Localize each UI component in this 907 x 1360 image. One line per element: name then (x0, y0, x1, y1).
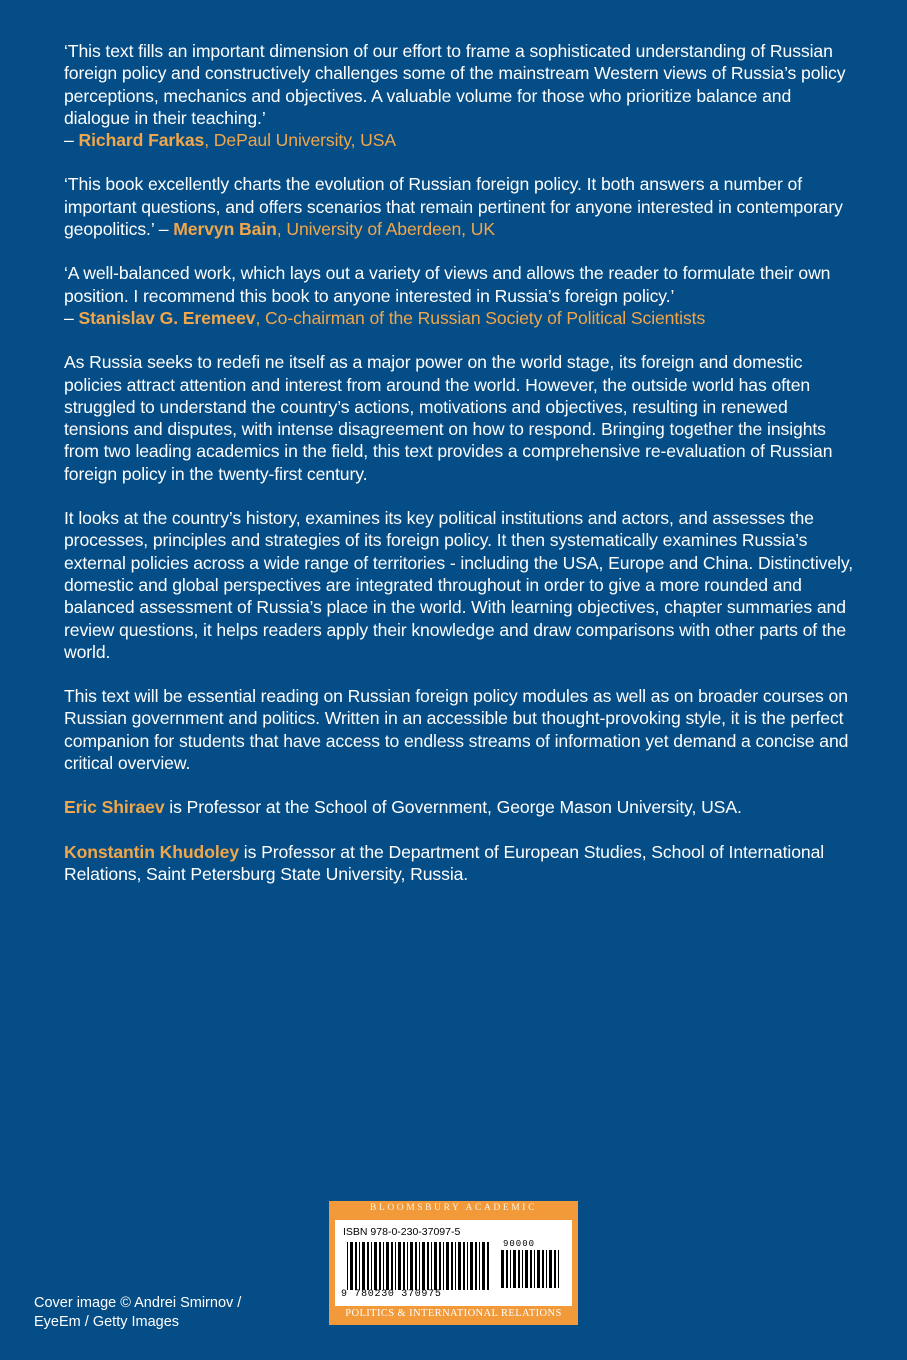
barcode-bar (398, 1242, 401, 1290)
barcode-bar (427, 1242, 429, 1290)
barcode-bar (534, 1250, 535, 1288)
barcode-bar (355, 1242, 357, 1290)
barcode-bar (431, 1242, 432, 1290)
barcode-bar (470, 1242, 473, 1290)
barcode-digits: 9 780230 370975 (341, 1289, 442, 1300)
endorser-affiliation: , Co-chairman of the Russian Society of Political Scientists (255, 307, 706, 328)
barcode-bar (410, 1242, 413, 1290)
barcode-bar (362, 1242, 365, 1290)
barcode-bar (451, 1242, 453, 1290)
barcode-bar (487, 1242, 489, 1290)
barcode-bar (530, 1250, 532, 1288)
publisher-label: BLOOMSBURY ACADEMIC (369, 1203, 538, 1213)
author-bio-2 (64, 841, 854, 886)
barcode-panel (329, 1201, 578, 1325)
barcode-bar (446, 1242, 449, 1290)
barcode-bar (383, 1242, 384, 1290)
endorsement-dash: – (64, 130, 79, 151)
barcode-bar (347, 1242, 348, 1290)
credit-line-2: EyeEm / Getty Images (34, 1314, 180, 1330)
endorsement-1 (64, 40, 854, 151)
barcode-bar (546, 1250, 547, 1288)
barcode-bar (558, 1250, 559, 1288)
barcode-bar (422, 1242, 425, 1290)
subject-category: POLITICS & INTERNATIONAL RELATIONS (345, 1308, 562, 1319)
barcode-bar (479, 1242, 480, 1290)
barcode-bar (350, 1242, 353, 1290)
barcode-bar (554, 1250, 556, 1288)
barcode-bar (467, 1242, 468, 1290)
barcode-bar (407, 1242, 408, 1290)
endorser-affiliation: , DePaul University, USA (204, 130, 397, 151)
endorsement-quote: ‘A well-balanced work, which lays out a variety of views and allows the reader to formulate their own position. I recommend this book to anyone interested in Russia’s foreign policy.’ (64, 263, 831, 306)
endorser-name: Richard Farkas (78, 130, 205, 151)
barcode-bar (367, 1242, 369, 1290)
description-paragraph: It looks at the country’s history, examines its key political institutions and actors, and assesses the processes, principles and strategies of its foreign policy. It then systematically examines Russia’s external policies across a wide range of territories - including the USA, Europe and China. Distinctively, domestic and global perspectives are integrated throughout in order to give a more rounded and balanced assessment of Russia’s place in the world. With learning objectives, chapter summaries and review questions, it helps readers apply their knowledge and draw comparisons with other parts of the world. (64, 508, 853, 662)
author-name: Konstantin Khudoley (64, 841, 240, 862)
barcode-bars-icon (347, 1242, 495, 1290)
barcode-bar (371, 1242, 372, 1290)
barcode-bar (434, 1242, 437, 1290)
barcode-bar (463, 1242, 465, 1290)
barcode-area (335, 1220, 572, 1306)
description-paragraph: As Russia seeks to redefi ne itself as a major power on the world stage, its foreign and domestic policies attract attention and interest from around the world. However, the outside world has often struggled to understand the country’s actions, motivations and objectives, resulting in renewed tensions and disputes, with intense disagreement on how to respond. Bringing together the insights from two leading academics in the field, this text provides a comprehensive re-evaluation of Russian foreign policy in the twenty-first century. (64, 352, 833, 484)
isbn-label: ISBN 978-0-230-37097-5 (343, 1226, 461, 1238)
endorsement-attribution (78, 308, 705, 328)
endorsement-dash: – (64, 307, 79, 328)
endorsement-attribution (173, 219, 495, 239)
endorsement-attribution (78, 130, 396, 150)
barcode-bar (510, 1250, 511, 1288)
barcode-bar (542, 1250, 544, 1288)
barcode-bar (549, 1250, 552, 1288)
barcode-bar (458, 1242, 461, 1290)
barcode-bar (522, 1250, 523, 1288)
barcode-bar (513, 1250, 516, 1288)
barcode-bar (395, 1242, 396, 1290)
barcode-bar (537, 1250, 540, 1288)
endorsement-quote: ‘This book excellently charts the evolution of Russian foreign policy. It both answers a number of important questions, and offers scenarios that remain pertinent for anyone interested in contemporary geopolitics.’ (64, 174, 843, 240)
endorser-affiliation: , University of Aberdeen, UK (276, 219, 495, 240)
cover-image-credit (34, 1294, 241, 1332)
endorser-name: Mervyn Bain (173, 219, 277, 240)
endorsement-dash: – (153, 219, 174, 240)
barcode-bar (482, 1242, 485, 1290)
endorsement-2 (64, 173, 854, 240)
barcode-bar (415, 1242, 417, 1290)
credit-line-1: Cover image © Andrei Smirnov / (34, 1295, 242, 1311)
barcode-bar (403, 1242, 405, 1290)
barcode-bar (518, 1250, 520, 1288)
barcode-bar (391, 1242, 393, 1290)
barcode-bar (443, 1242, 444, 1290)
barcode-bar (439, 1242, 441, 1290)
barcode-bar (475, 1242, 477, 1290)
author-bio: is Professor at the Department of European Studies, School of International Relations, Saint Petersburg State University, Russia. (64, 841, 825, 884)
barcode-bar (455, 1242, 456, 1290)
endorser-name: Stanislav G. Eremeev (78, 307, 256, 328)
barcode-bar (419, 1242, 420, 1290)
barcode-bar (359, 1242, 360, 1290)
barcode-bar (506, 1250, 508, 1288)
barcode-bar (501, 1250, 504, 1288)
barcode-bar (525, 1250, 528, 1288)
barcode-bar (374, 1242, 377, 1290)
barcode-bar (379, 1242, 381, 1290)
author-name: Eric Shiraev (64, 797, 165, 818)
barcode-bar (386, 1242, 389, 1290)
back-cover-text (64, 40, 854, 907)
description-paragraph: This text will be essential reading on Russian foreign policy modules as well as on broader courses on Russian government and politics. Written in an accessible but thought-provoking style, it is the perfect companion for students that have access to endless streams of information yet demand a concise and critical overview. (64, 686, 849, 774)
author-bio: is Professor at the School of Government, George Mason University, USA. (164, 797, 742, 818)
price-code: 90000 (503, 1239, 536, 1249)
endorsement-3 (64, 262, 854, 329)
price-barcode-bars-icon (501, 1250, 563, 1288)
endorsement-quote: ‘This text fills an important dimension of our effort to frame a sophisticated understanding of Russian foreign policy and constructively challenges some of the mainstream Western views of Russia’s policy perceptions, mechanics and objectives. A valuable volume for those who prioritize balance and dialogue in their teaching.’ (64, 41, 846, 128)
author-bio-1 (64, 796, 854, 818)
